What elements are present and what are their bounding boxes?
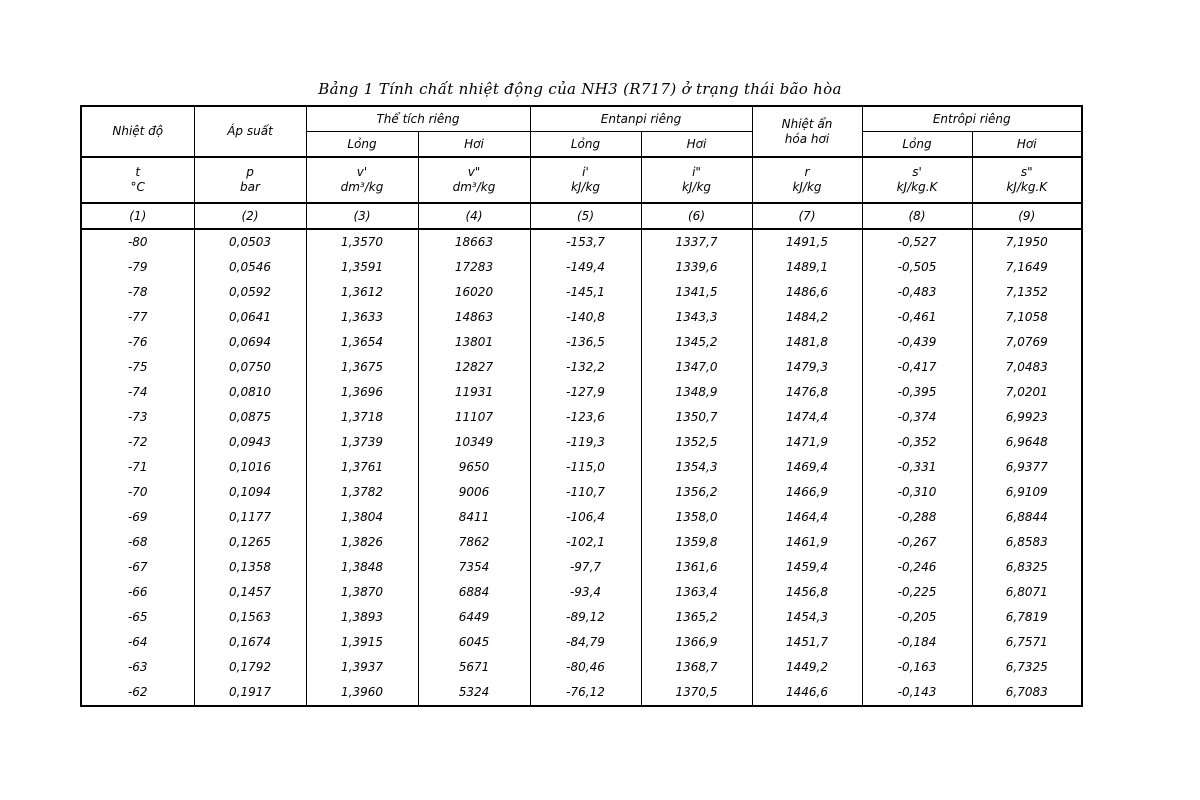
table-cell: 1358,0	[641, 505, 752, 530]
table-row	[81, 330, 1082, 355]
symbol-label: r	[804, 165, 810, 179]
table-cell: 6,7325	[972, 655, 1082, 680]
unit-label: dm³/kg	[340, 180, 384, 194]
table-cell: 16020	[418, 280, 530, 305]
table-cell: 0,1358	[194, 555, 306, 580]
table-cell: 14863	[418, 305, 530, 330]
symbol-unit-cell	[81, 157, 194, 203]
table-cell: 0,1563	[194, 605, 306, 630]
table-cell: -93,4	[530, 580, 641, 605]
units-row	[81, 157, 1082, 203]
table-cell: 0,1016	[194, 455, 306, 480]
unit-label: kJ/kg	[570, 180, 601, 194]
table-cell: 18663	[418, 229, 530, 255]
table-cell: -110,7	[530, 480, 641, 505]
table-cell: 7862	[418, 530, 530, 555]
table-cell: 1,3782	[306, 480, 418, 505]
table-cell: -70	[81, 480, 194, 505]
table-cell: -136,5	[530, 330, 641, 355]
table-cell: 1489,1	[752, 255, 862, 280]
table-cell: 1,3675	[306, 355, 418, 380]
table-cell: 1461,9	[752, 530, 862, 555]
table-cell: 1365,2	[641, 605, 752, 630]
symbol-label: s'	[912, 165, 922, 179]
table-cell: 0,1917	[194, 680, 306, 706]
table-cell: 1,3848	[306, 555, 418, 580]
table-cell: 1339,6	[641, 255, 752, 280]
table-cell: -75	[81, 355, 194, 380]
table-cell: 7,1950	[972, 229, 1082, 255]
table-cell: 0,0546	[194, 255, 306, 280]
table-cell: 1451,7	[752, 630, 862, 655]
header-volume-liquid: Lỏng	[306, 132, 418, 158]
table-cell: -0,527	[862, 229, 972, 255]
table-cell: 1345,2	[641, 330, 752, 355]
header-latent-heat-line2: hóa hơi	[784, 131, 830, 146]
table-cell: -76,12	[530, 680, 641, 706]
unit-label: kJ/kg.K	[1006, 180, 1048, 194]
column-number: (3)	[306, 203, 418, 229]
table-cell: -80,46	[530, 655, 641, 680]
table-cell: 6,9648	[972, 430, 1082, 455]
symbol-label: t	[135, 165, 141, 179]
table-cell: 6,8583	[972, 530, 1082, 555]
table-cell: -127,9	[530, 380, 641, 405]
symbol-label: i'	[582, 165, 589, 179]
column-number: (8)	[862, 203, 972, 229]
table-cell: 1,3960	[306, 680, 418, 706]
header-pressure: Áp suất	[194, 106, 306, 157]
table-cell: 5671	[418, 655, 530, 680]
table-cell: -0,288	[862, 505, 972, 530]
header-specific-enthalpy: Entanpi riêng	[530, 106, 752, 132]
table-cell: 0,1094	[194, 480, 306, 505]
header-volume-vapor: Hơi	[418, 132, 530, 158]
header-enthalpy-vapor: Hơi	[641, 132, 752, 158]
table-cell: 0,0641	[194, 305, 306, 330]
unit-label: bar	[240, 180, 260, 194]
table-cell: 7,0483	[972, 355, 1082, 380]
table-cell: -73	[81, 405, 194, 430]
table-cell: -84,79	[530, 630, 641, 655]
table-row	[81, 380, 1082, 405]
table-cell: 1481,8	[752, 330, 862, 355]
table-cell: 11931	[418, 380, 530, 405]
table-cell: 1341,5	[641, 280, 752, 305]
table-cell: -80	[81, 229, 194, 255]
table-cell: -145,1	[530, 280, 641, 305]
table-row	[81, 555, 1082, 580]
header-specific-volume: Thể tích riêng	[306, 106, 530, 132]
table-cell: 1361,6	[641, 555, 752, 580]
table-cell: 1347,0	[641, 355, 752, 380]
header-latent-heat-line1: Nhiệt ẩn	[781, 116, 833, 131]
table-cell: 6,8844	[972, 505, 1082, 530]
table-row	[81, 630, 1082, 655]
table-cell: 0,0750	[194, 355, 306, 380]
table-cell: -97,7	[530, 555, 641, 580]
table-cell: 11107	[418, 405, 530, 430]
table-cell: 17283	[418, 255, 530, 280]
table-cell: -89,12	[530, 605, 641, 630]
symbol-unit-cell	[641, 157, 752, 203]
table-cell: 1366,9	[641, 630, 752, 655]
column-number: (7)	[752, 203, 862, 229]
table-cell: 1456,8	[752, 580, 862, 605]
table-cell: 1368,7	[641, 655, 752, 680]
column-number: (5)	[530, 203, 641, 229]
table-cell: 0,1457	[194, 580, 306, 605]
header-entropy-liquid: Lỏng	[862, 132, 972, 158]
table-row	[81, 430, 1082, 455]
table-cell: -0,374	[862, 405, 972, 430]
table-cell: -63	[81, 655, 194, 680]
header-specific-entropy: Entrôpi riêng	[862, 106, 1082, 132]
table-cell: 7354	[418, 555, 530, 580]
table-cell: 1,3826	[306, 530, 418, 555]
table-cell: 0,1792	[194, 655, 306, 680]
symbol-label: v'	[356, 165, 368, 179]
table-cell: 1,3915	[306, 630, 418, 655]
table-cell: 1359,8	[641, 530, 752, 555]
table-cell: -0,184	[862, 630, 972, 655]
table-cell: -69	[81, 505, 194, 530]
table-cell: -76	[81, 330, 194, 355]
table-cell: 1370,5	[641, 680, 752, 706]
table-row	[81, 605, 1082, 630]
table-cell: 1476,8	[752, 380, 862, 405]
table-cell: -106,4	[530, 505, 641, 530]
table-cell: 0,0592	[194, 280, 306, 305]
table-cell: 6045	[418, 630, 530, 655]
symbol-unit-cell	[972, 157, 1082, 203]
table-cell: -140,8	[530, 305, 641, 330]
table-cell: 1471,9	[752, 430, 862, 455]
table-cell: 1464,4	[752, 505, 862, 530]
table-row	[81, 480, 1082, 505]
header-entropy-vapor: Hơi	[972, 132, 1082, 158]
column-number: (1)	[81, 203, 194, 229]
table-caption: Bảng 1 Tính chất nhiệt động của NH3 (R717) ở trạng thái bão hòa	[318, 80, 842, 98]
table-cell: -132,2	[530, 355, 641, 380]
table-cell: 1,3612	[306, 280, 418, 305]
table-body	[81, 229, 1082, 706]
table-cell: -66	[81, 580, 194, 605]
table-cell: -78	[81, 280, 194, 305]
symbol-unit-cell	[418, 157, 530, 203]
table-row	[81, 455, 1082, 480]
symbol-label: s"	[1020, 165, 1033, 179]
table-cell: 7,1058	[972, 305, 1082, 330]
table-cell: 10349	[418, 430, 530, 455]
column-number: (4)	[418, 203, 530, 229]
table-row	[81, 680, 1082, 706]
table-cell: 6449	[418, 605, 530, 630]
table-cell: 13801	[418, 330, 530, 355]
table-cell: 1,3696	[306, 380, 418, 405]
header-latent-heat	[752, 106, 862, 157]
table-cell: 1,3570	[306, 229, 418, 255]
table-cell: 0,1177	[194, 505, 306, 530]
table-cell: -0,246	[862, 555, 972, 580]
header-enthalpy-liquid: Lỏng	[530, 132, 641, 158]
table-cell: -65	[81, 605, 194, 630]
table-row	[81, 280, 1082, 305]
table-cell: 7,0769	[972, 330, 1082, 355]
table-cell: 1,3591	[306, 255, 418, 280]
table-cell: -0,225	[862, 580, 972, 605]
table-row	[81, 655, 1082, 680]
unit-label: dm³/kg	[452, 180, 496, 194]
table-cell: -0,505	[862, 255, 972, 280]
table-cell: 0,0810	[194, 380, 306, 405]
symbol-label: v"	[467, 165, 481, 179]
table-cell: 1446,6	[752, 680, 862, 706]
table-cell: 6,8325	[972, 555, 1082, 580]
table-cell: 1363,4	[641, 580, 752, 605]
table-cell: 0,0943	[194, 430, 306, 455]
table-cell: 1469,4	[752, 455, 862, 480]
table-cell: 1,3718	[306, 405, 418, 430]
symbol-label: i"	[692, 165, 701, 179]
table-cell: -0,395	[862, 380, 972, 405]
symbol-unit-cell	[306, 157, 418, 203]
table-cell: 1,3937	[306, 655, 418, 680]
table-cell: 1466,9	[752, 480, 862, 505]
table-cell: 1,3654	[306, 330, 418, 355]
table-cell: 0,0875	[194, 405, 306, 430]
table-cell: -68	[81, 530, 194, 555]
table-cell: 1486,6	[752, 280, 862, 305]
column-number-row	[81, 203, 1082, 229]
table-cell: -79	[81, 255, 194, 280]
table-cell: 1474,4	[752, 405, 862, 430]
unit-label: kJ/kg	[681, 180, 712, 194]
table-row	[81, 305, 1082, 330]
table-cell: -123,6	[530, 405, 641, 430]
column-number: (2)	[194, 203, 306, 229]
table-cell: -0,483	[862, 280, 972, 305]
table-cell: -0,163	[862, 655, 972, 680]
table-cell: 9006	[418, 480, 530, 505]
table-cell: 1354,3	[641, 455, 752, 480]
table-row	[81, 505, 1082, 530]
table-cell: -0,352	[862, 430, 972, 455]
table-cell: 7,1649	[972, 255, 1082, 280]
table-cell: 6,9923	[972, 405, 1082, 430]
table-cell: 1,3870	[306, 580, 418, 605]
table-row	[81, 355, 1082, 380]
header-temperature: Nhiệt độ	[81, 106, 194, 157]
table-cell: -149,4	[530, 255, 641, 280]
unit-label: kJ/kg	[792, 180, 822, 194]
table-cell: 9650	[418, 455, 530, 480]
table-row	[81, 530, 1082, 555]
table-cell: 6,7571	[972, 630, 1082, 655]
table-cell: 6,9377	[972, 455, 1082, 480]
table-cell: -0,205	[862, 605, 972, 630]
table-cell: 1350,7	[641, 405, 752, 430]
table-cell: 1454,3	[752, 605, 862, 630]
table-cell: 1491,5	[752, 229, 862, 255]
table-cell: 1348,9	[641, 380, 752, 405]
table-cell: 1356,2	[641, 480, 752, 505]
table-cell: 1449,2	[752, 655, 862, 680]
table-cell: -0,331	[862, 455, 972, 480]
table-cell: 1484,2	[752, 305, 862, 330]
symbol-unit-cell	[194, 157, 306, 203]
table-cell: -153,7	[530, 229, 641, 255]
table-cell: 7,0201	[972, 380, 1082, 405]
table-cell: -0,143	[862, 680, 972, 706]
table-cell: 1,3893	[306, 605, 418, 630]
symbol-unit-cell	[530, 157, 641, 203]
table-cell: -0,310	[862, 480, 972, 505]
table-row	[81, 255, 1082, 280]
unit-label: kJ/kg.K	[896, 180, 938, 194]
table-cell: -102,1	[530, 530, 641, 555]
symbol-unit-cell	[862, 157, 972, 203]
table-cell: 1479,3	[752, 355, 862, 380]
table-cell: -0,461	[862, 305, 972, 330]
table-cell: -67	[81, 555, 194, 580]
table-cell: 0,0694	[194, 330, 306, 355]
table-cell: 1,3761	[306, 455, 418, 480]
table-cell: 6,8071	[972, 580, 1082, 605]
table-cell: 12827	[418, 355, 530, 380]
column-number: (9)	[972, 203, 1082, 229]
table-cell: -74	[81, 380, 194, 405]
table-cell: 1459,4	[752, 555, 862, 580]
table-cell: -0,417	[862, 355, 972, 380]
table-row	[81, 229, 1082, 255]
table-cell: 0,1265	[194, 530, 306, 555]
table-cell: -115,0	[530, 455, 641, 480]
symbol-unit-cell	[752, 157, 862, 203]
table-row	[81, 405, 1082, 430]
table-cell: 1343,3	[641, 305, 752, 330]
table-cell: 0,0503	[194, 229, 306, 255]
symbol-label: p	[246, 165, 254, 179]
nh3-properties-table	[80, 105, 1083, 707]
table-cell: 6884	[418, 580, 530, 605]
table-cell: 1337,7	[641, 229, 752, 255]
column-number: (6)	[641, 203, 752, 229]
table-cell: 1,3739	[306, 430, 418, 455]
table-cell: 5324	[418, 680, 530, 706]
table-cell: 7,1352	[972, 280, 1082, 305]
table-cell: 1,3633	[306, 305, 418, 330]
table-cell: 6,7083	[972, 680, 1082, 706]
table-row	[81, 580, 1082, 605]
table-cell: -62	[81, 680, 194, 706]
table-cell: -77	[81, 305, 194, 330]
table-cell: -71	[81, 455, 194, 480]
table-cell: 1,3804	[306, 505, 418, 530]
table-cell: 1352,5	[641, 430, 752, 455]
table-cell: 8411	[418, 505, 530, 530]
table-cell: 6,7819	[972, 605, 1082, 630]
table-cell: 0,1674	[194, 630, 306, 655]
table-cell: -64	[81, 630, 194, 655]
table-cell: 6,9109	[972, 480, 1082, 505]
table-cell: -0,439	[862, 330, 972, 355]
table-cell: -0,267	[862, 530, 972, 555]
table-cell: -72	[81, 430, 194, 455]
table-cell: -119,3	[530, 430, 641, 455]
unit-label: °C	[130, 180, 145, 194]
